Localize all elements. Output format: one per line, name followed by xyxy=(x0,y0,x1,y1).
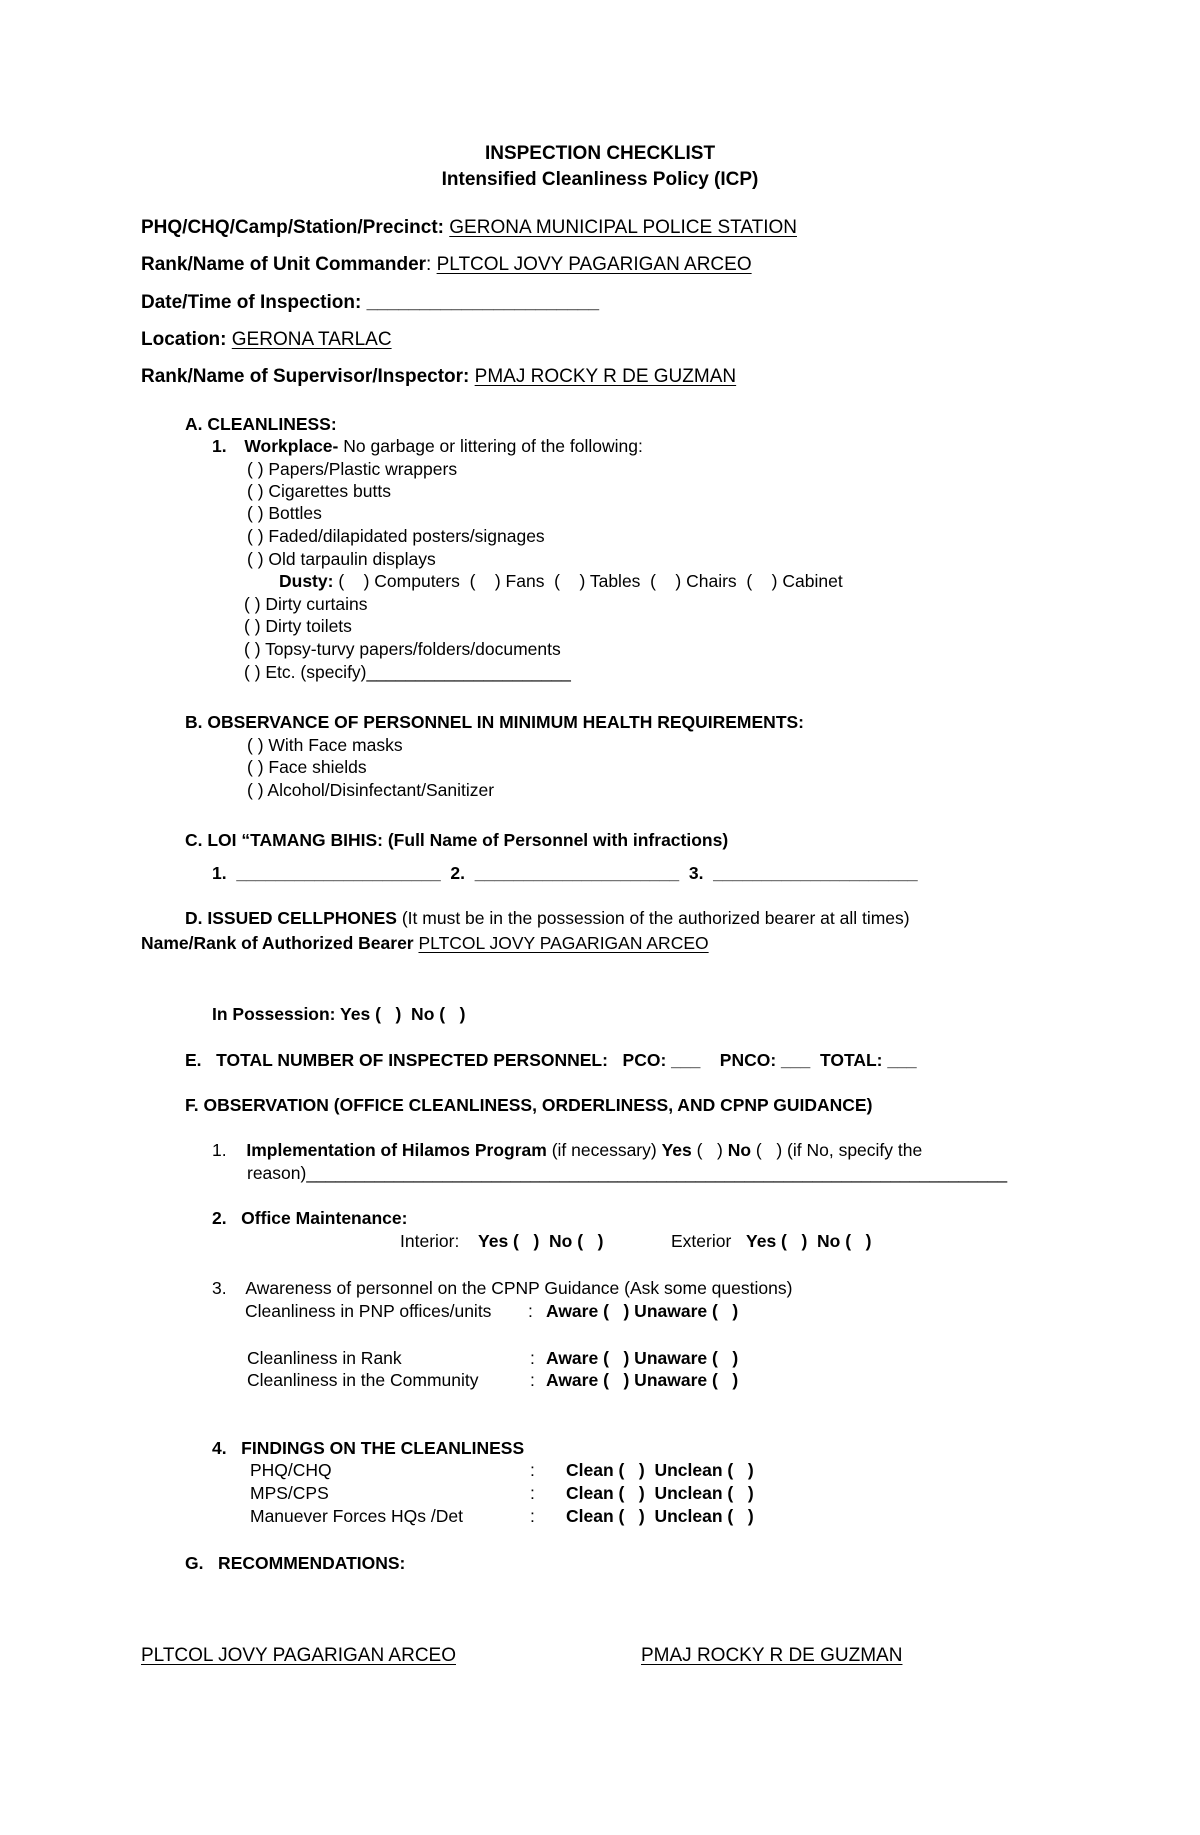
section-f-heading: F. OBSERVATION (OFFICE CLEANLINESS, ORDERLINESS, AND CPNP GUIDANCE) xyxy=(185,1095,873,1115)
location-label: Location: xyxy=(141,329,227,350)
datetime-label: Date/Time of Inspection: xyxy=(141,292,362,313)
station-value: GERONA MUNICIPAL POLICE STATION xyxy=(449,217,797,238)
section-g-heading: G. RECOMMENDATIONS: xyxy=(185,1553,406,1573)
section-c-heading: C. LOI “TAMANG BIHIS: (Full Name of Personnel with infractions) xyxy=(185,830,729,850)
supervisor-label: Rank/Name of Supervisor/Inspector: xyxy=(141,366,470,387)
findings-row-options: Clean ( ) Unclean ( ) xyxy=(566,1460,754,1480)
item1-label: Workplace- xyxy=(244,436,339,456)
awareness-line xyxy=(212,1280,792,1298)
hilamos-reason-line: reason)________________________________________________________________________ xyxy=(247,1163,1008,1183)
commander-value: PLTCOL JOVY PAGARIGAN ARCEO xyxy=(436,254,752,275)
datetime-blank: ______________________ xyxy=(366,292,600,313)
signature-commander: PLTCOL JOVY PAGARIGAN ARCEO xyxy=(141,1645,456,1666)
findings-row-label: Manuever Forces HQs /Det xyxy=(250,1506,463,1526)
findings-row-options: Clean ( ) Unclean ( ) xyxy=(566,1506,754,1526)
findings-row-label: PHQ/CHQ xyxy=(250,1460,332,1480)
station-label: PHQ/CHQ/Camp/Station/Precinct: xyxy=(141,217,444,238)
findings-row-label: MPS/CPS xyxy=(250,1483,329,1503)
awareness-row-options: Aware ( ) Unaware ( ) xyxy=(546,1348,739,1368)
awareness-row-colon: : xyxy=(528,1301,533,1321)
awareness-row-colon: : xyxy=(530,1370,535,1390)
dusty-label: Dusty: xyxy=(279,571,334,591)
location-value: GERONA TARLAC xyxy=(231,329,392,350)
section-a-item1 xyxy=(212,438,643,456)
supervisor-value: PMAJ ROCKY R DE GUZMAN xyxy=(474,366,737,387)
station-line xyxy=(141,218,797,237)
infraction-blanks: 1. _____________________ 2. _____________________ 3. _____________________ xyxy=(212,863,918,883)
list-item: ( ) Old tarpaulin displays xyxy=(247,549,436,569)
bearer-label: Name/Rank of Authorized Bearer xyxy=(141,933,419,953)
list-item: ( ) Faded/dilapidated posters/signages xyxy=(247,526,545,546)
section-d-title: D. ISSUED CELLPHONES xyxy=(185,908,397,928)
section-b-heading: B. OBSERVANCE OF PERSONNEL IN MINIMUM HEALTH REQUIREMENTS: xyxy=(185,712,805,732)
f3-number: 3. xyxy=(212,1278,227,1298)
list-item: ( ) With Face masks xyxy=(247,735,403,755)
section-d-heading xyxy=(185,910,910,928)
dusty-line xyxy=(279,573,843,591)
list-item: ( ) Dirty curtains xyxy=(244,594,368,614)
list-item: ( ) Face shields xyxy=(247,757,367,777)
item1-number: 1. xyxy=(212,436,227,456)
bearer-value: PLTCOL JOVY PAGARIGAN ARCEO xyxy=(418,933,709,953)
list-item: ( ) Dirty toilets xyxy=(244,616,352,636)
section-a-heading: A. CLEANLINESS: xyxy=(185,414,337,434)
list-item: ( ) Alcohol/Disinfectant/Sanitizer xyxy=(247,780,495,800)
commander-line xyxy=(141,255,752,274)
f1-number: 1. xyxy=(212,1140,227,1160)
signature-inspector: PMAJ ROCKY R DE GUZMAN xyxy=(641,1645,903,1666)
interior-label: Interior: xyxy=(400,1231,460,1251)
section-e-heading: E. TOTAL NUMBER OF INSPECTED PERSONNEL: PCO: ___ PNCO: ___ TOTAL: ___ xyxy=(185,1050,917,1070)
location-line xyxy=(141,330,392,349)
list-item: ( ) Etc. (specify)_____________________ xyxy=(244,662,571,682)
exterior-label: Exterior xyxy=(671,1231,732,1251)
commander-colon: : xyxy=(426,254,432,275)
findings-row-colon: : xyxy=(530,1506,535,1526)
awareness-row-options: Aware ( ) Unaware ( ) xyxy=(546,1301,739,1321)
findings-row-colon: : xyxy=(530,1483,535,1503)
awareness-row-colon: : xyxy=(530,1348,535,1368)
supervisor-line xyxy=(141,367,736,386)
office-maintenance-heading: 2. Office Maintenance: xyxy=(212,1208,408,1228)
exterior-options: Yes ( ) No ( ) xyxy=(746,1231,872,1251)
datetime-line xyxy=(141,293,599,312)
findings-row-options: Clean ( ) Unclean ( ) xyxy=(566,1483,754,1503)
findings-row-colon: : xyxy=(530,1460,535,1480)
section-d-note: (It must be in the possession of the authorized bearer at all times) xyxy=(396,908,910,928)
dusty-options: ( ) Computers ( ) Fans ( ) Tables ( ) Chairs ( ) Cabinet xyxy=(333,571,843,591)
page-title: INSPECTION CHECKLIST xyxy=(484,143,716,164)
hilamos-note: (if necessary) xyxy=(546,1140,662,1160)
hilamos-no-box: ( ) (if No, specify the xyxy=(751,1140,923,1160)
hilamos-yes: Yes xyxy=(661,1140,692,1160)
interior-options: Yes ( ) No ( ) xyxy=(478,1231,604,1251)
list-item: ( ) Bottles xyxy=(247,503,322,523)
bearer-line xyxy=(141,935,709,953)
list-item: ( ) Papers/Plastic wrappers xyxy=(247,459,458,479)
hilamos-label: Implementation of Hilamos Program xyxy=(246,1140,547,1160)
commander-label: Rank/Name of Unit Commander xyxy=(141,254,427,275)
awareness-row-label: Cleanliness in PNP offices/units xyxy=(245,1301,492,1321)
page-subtitle: Intensified Cleanliness Policy (ICP) xyxy=(441,169,759,190)
list-item: ( ) Topsy-turvy papers/folders/documents xyxy=(244,639,561,659)
item1-text: No garbage or littering of the following: xyxy=(338,436,643,456)
awareness-row-options: Aware ( ) Unaware ( ) xyxy=(546,1370,739,1390)
hilamos-line xyxy=(212,1142,922,1160)
findings-heading: 4. FINDINGS ON THE CLEANLINESS xyxy=(212,1438,525,1458)
possession-line: In Possession: Yes ( ) No ( ) xyxy=(212,1004,466,1024)
awareness-text: Awareness of personnel on the CPNP Guidance (Ask some questions) xyxy=(245,1278,793,1298)
awareness-row-label: Cleanliness in the Community xyxy=(247,1370,479,1390)
hilamos-yes-box: ( ) xyxy=(691,1140,728,1160)
list-item: ( ) Cigarettes butts xyxy=(247,481,391,501)
awareness-row-label: Cleanliness in Rank xyxy=(247,1348,402,1368)
hilamos-no: No xyxy=(727,1140,752,1160)
